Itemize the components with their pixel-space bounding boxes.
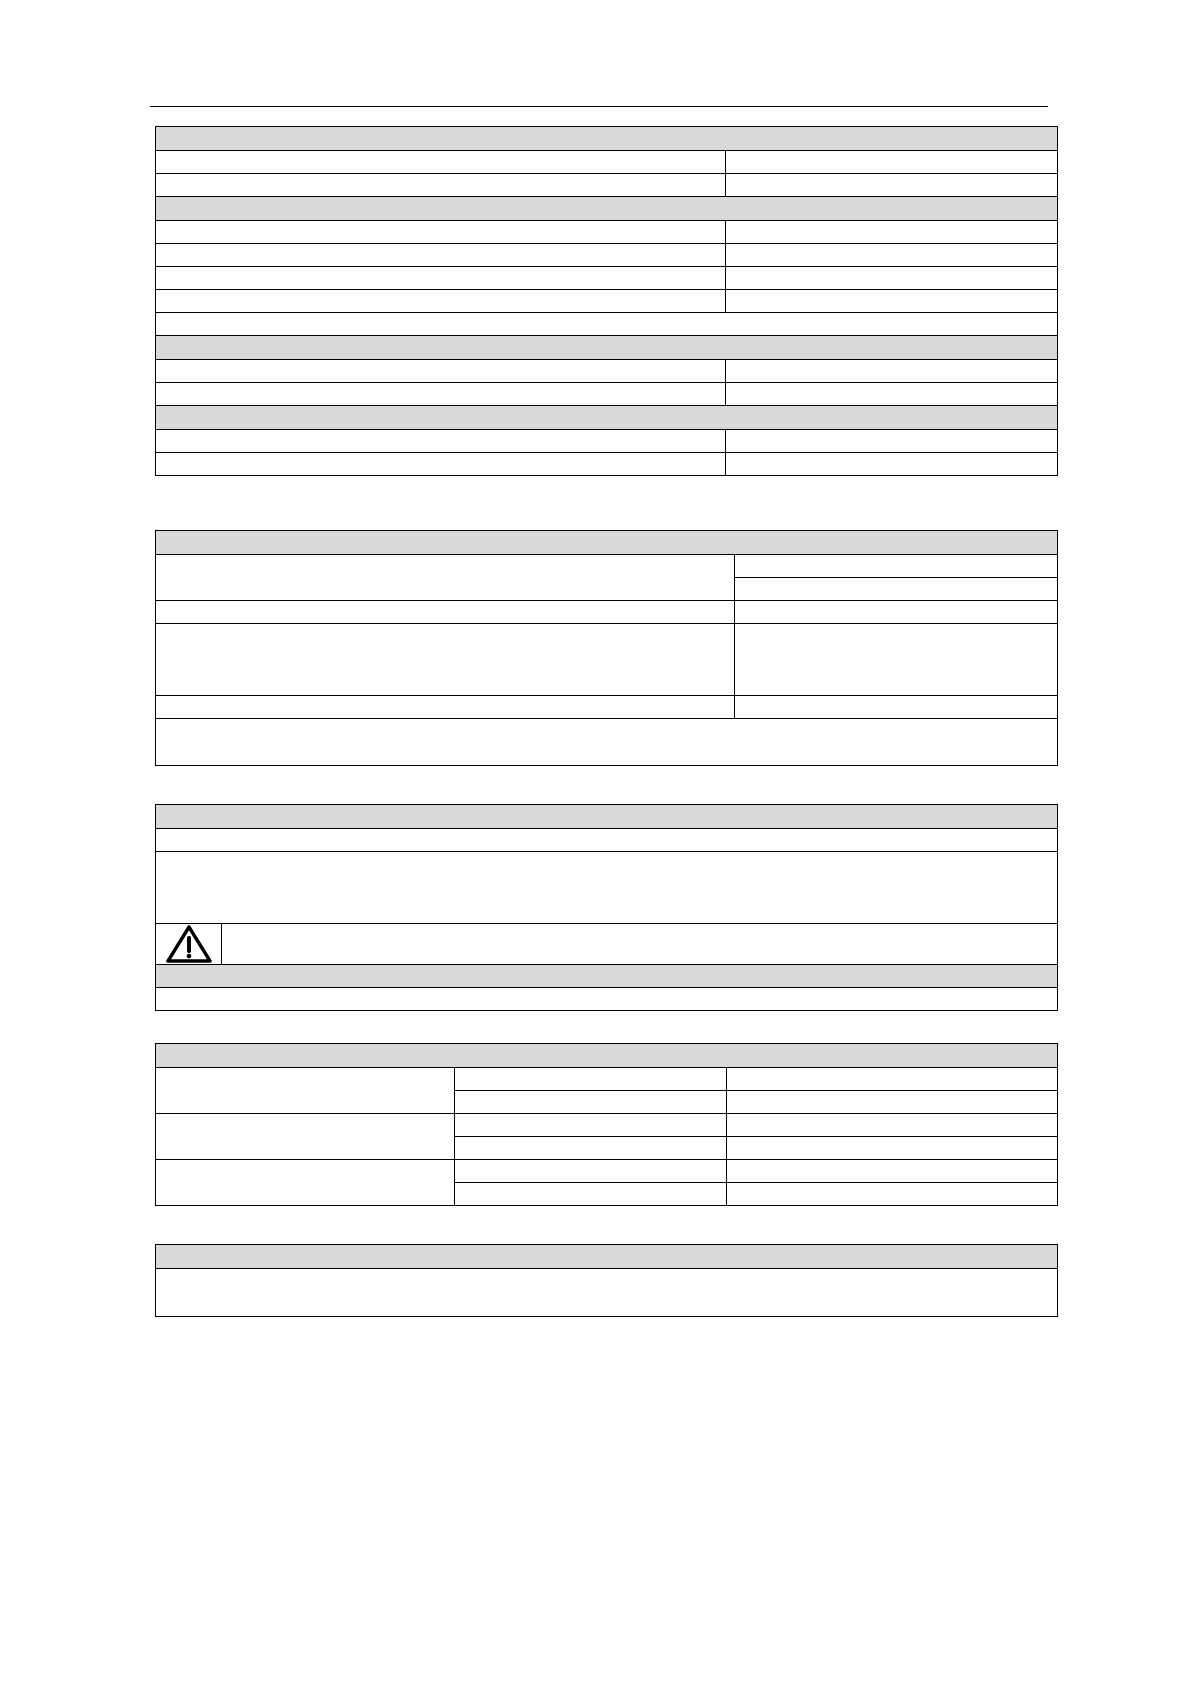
table-cell-label [156,453,726,476]
table-cell-value [726,244,1058,267]
section-header-row [156,127,1058,151]
section-header-row [156,197,1058,221]
table-row [156,696,1058,719]
table-cell-label [156,601,735,624]
spec-table-4 [155,1043,1058,1206]
spec-table-5 [155,1244,1058,1317]
table-row-tall [156,852,1058,924]
table-cell-label [156,221,726,244]
table-cell-value [727,1068,1058,1091]
table-cell-value [726,221,1058,244]
warning-triangle-icon [165,924,213,964]
table-cell-full [156,719,1058,766]
table-row [156,430,1058,453]
table-cell-label [156,555,735,601]
table-cell-group [156,1068,455,1114]
table-row-full [156,829,1058,852]
table-row [156,360,1058,383]
table-cell-label [156,696,735,719]
table-cell-value [726,430,1058,453]
section-header-cell [156,336,1058,360]
section-header-cell [156,197,1058,221]
spec-table-3 [155,804,1058,1011]
section-header-cell [156,406,1058,430]
table-cell-value [726,267,1058,290]
table-row-full [156,313,1058,336]
table-cell-value [726,383,1058,406]
section-header-cell [156,1245,1058,1269]
table-cell-group [156,1160,455,1206]
table-cell-label [156,267,726,290]
table-row-tall [156,624,1058,696]
section-header-cell [156,965,1058,988]
table-cell-value [726,290,1058,313]
warning-row [156,924,1058,965]
table-cell-label [156,244,726,267]
table-cell-value [735,555,1058,578]
table-cell-value [735,578,1058,601]
table-row [156,290,1058,313]
section-header-row [156,406,1058,430]
table-row [156,601,1058,624]
table-cell-value [735,601,1058,624]
table-cell-value [735,696,1058,719]
table-cell-value [727,1091,1058,1114]
table-cell-label [455,1091,727,1114]
table-cell-value [735,624,1058,696]
table-row [156,1160,1058,1183]
table-row [156,453,1058,476]
table-row-full [156,988,1058,1011]
table-row [156,244,1058,267]
table-row [156,555,1058,578]
table-cell-full [156,313,1058,336]
table-cell-label [156,360,726,383]
table-cell-group [156,1114,455,1160]
table-cell-label [156,430,726,453]
section-header-row [156,1245,1058,1269]
page-header-rule [150,106,1048,107]
table-cell-label [455,1068,727,1091]
table-cell-full [156,1269,1058,1317]
table-cell-label [455,1137,727,1160]
table-cell-value [727,1137,1058,1160]
section-header-row [156,805,1058,829]
section-header-row [156,1044,1058,1068]
section-header-row [156,336,1058,360]
table-cell-value [726,174,1058,197]
section-header-cell [156,531,1058,555]
spec-table-1 [155,126,1058,476]
table-cell-value [726,360,1058,383]
table-cell-full [156,852,1058,924]
warning-text-cell [222,924,1058,965]
table-row [156,1068,1058,1091]
table-cell-label [156,151,726,174]
table-cell-value [727,1183,1058,1206]
table-cell-label [156,624,735,696]
table-row [156,174,1058,197]
table-row [156,1114,1058,1137]
table-cell-full [156,988,1058,1011]
section-header-cell [156,1044,1058,1068]
table-row [156,151,1058,174]
section-header-cell [156,127,1058,151]
table-cell-label [455,1183,727,1206]
table-row [156,383,1058,406]
table-cell-value [727,1160,1058,1183]
spec-table-2 [155,530,1058,766]
table-cell-label [455,1114,727,1137]
table-cell-full [156,829,1058,852]
warning-icon-cell [156,924,222,965]
table-cell-label [455,1160,727,1183]
section-header-row [156,531,1058,555]
table-cell-value [726,151,1058,174]
section-header-cell [156,805,1058,829]
table-row-full [156,719,1058,766]
table-cell-value [726,453,1058,476]
table-cell-label [156,290,726,313]
table-row [156,221,1058,244]
table-cell-label [156,383,726,406]
table-row [156,267,1058,290]
table-row-full [156,1269,1058,1317]
section-header-row [156,965,1058,988]
table-cell-value [727,1114,1058,1137]
table-cell-label [156,174,726,197]
